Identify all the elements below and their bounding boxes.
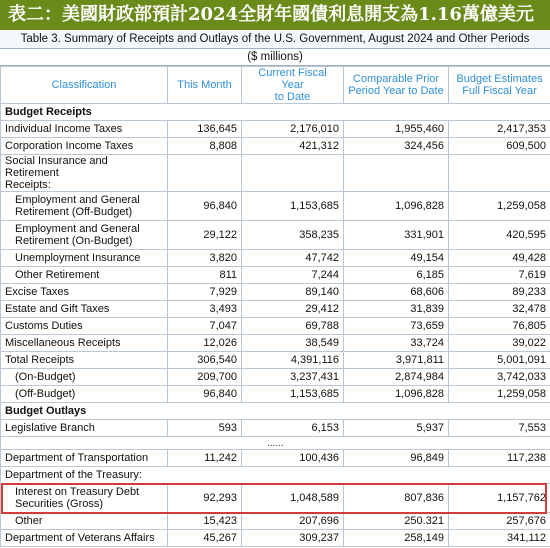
- table-row-highlighted-interest: [1, 484, 550, 513]
- section-label: Budget Outlays: [1, 403, 550, 420]
- cell-this-month: 8,808: [168, 138, 242, 155]
- cell-prior-period: 5,937: [344, 420, 449, 437]
- cell-current-fy: 2,176,010: [242, 121, 344, 138]
- header-budget-estimates: [449, 67, 550, 104]
- header-prior-line1: Comparable Prior: [352, 73, 440, 85]
- cell-budget-estimate: 117,238: [449, 450, 550, 467]
- cell-prior-period: 324,456: [344, 138, 449, 155]
- table-row: [1, 284, 550, 301]
- table-row: [1, 250, 550, 267]
- cell-current-fy: 309,237: [242, 530, 344, 547]
- table-row: [1, 267, 550, 284]
- cell-budget-estimate: 609,500: [449, 138, 550, 155]
- ellipsis-text: ......: [1, 437, 550, 450]
- cell-current-fy: 4,391,116: [242, 352, 344, 369]
- row-label: [1, 221, 168, 250]
- cell-prior-period: 1,096,828: [344, 192, 449, 221]
- row-label-line1: Interest on Treasury Debt: [15, 486, 140, 498]
- table-row: [1, 318, 550, 335]
- cell-this-month: 12,026: [168, 335, 242, 352]
- omitted-rows-ellipsis: [1, 437, 550, 450]
- row-label: Customs Duties: [1, 318, 168, 335]
- cell-this-month: 96,840: [168, 386, 242, 403]
- table-row: [1, 221, 550, 250]
- cell-current-fy: 7,244: [242, 267, 344, 284]
- cell-prior-period: 331,901: [344, 221, 449, 250]
- summary-table: [0, 66, 550, 547]
- cell-current-fy: 1,153,685: [242, 386, 344, 403]
- table-caption: Table 3. Summary of Receipts and Outlays of the U.S. Government, August 2024 and Other Periods: [0, 30, 550, 49]
- cell-prior-period: 96,849: [344, 450, 449, 467]
- cell-current-fy: 207,696: [242, 513, 344, 530]
- cell-budget-estimate: 2,417,353: [449, 121, 550, 138]
- cell-budget-estimate: 1,157,762: [449, 484, 550, 513]
- cell-this-month: 29,122: [168, 221, 242, 250]
- row-label-line2: Retirement (On-Budget): [15, 235, 133, 247]
- cell-budget-estimate: 76,805: [449, 318, 550, 335]
- cell-prior-period: 6,185: [344, 267, 449, 284]
- row-label: Department of the Treasury:: [1, 467, 550, 484]
- cell-current-fy: 38,549: [242, 335, 344, 352]
- header-current-fy-line1: Current Fiscal Year: [258, 67, 327, 91]
- cell-prior-period: 2,874,984: [344, 369, 449, 386]
- row-label-line1: Social Insurance and Retirement: [5, 155, 108, 179]
- row-label: (Off-Budget): [1, 386, 168, 403]
- row-label: Unemployment Insurance: [1, 250, 168, 267]
- header-prior-period: [344, 67, 449, 104]
- cell-current-fy: 421,312: [242, 138, 344, 155]
- table-row: [1, 530, 550, 547]
- row-label: Corporation Income Taxes: [1, 138, 168, 155]
- row-label-line2: Securities (Gross): [15, 498, 104, 510]
- cell-this-month: 15,423: [168, 513, 242, 530]
- table-row: [1, 155, 550, 192]
- table-row: [1, 450, 550, 467]
- cell-current-fy: 1,048,589: [242, 484, 344, 513]
- table-row: [1, 335, 550, 352]
- row-label-line1: Employment and General: [15, 223, 140, 235]
- cell-current-fy: 29,412: [242, 301, 344, 318]
- cell-budget-estimate: 32,478: [449, 301, 550, 318]
- header-this-month: This Month: [168, 67, 242, 104]
- cell-budget-estimate: 257,676: [449, 513, 550, 530]
- cell-current-fy: 89,140: [242, 284, 344, 301]
- cell-budget-estimate: 1,259,058: [449, 192, 550, 221]
- header-budget-line1: Budget Estimates: [456, 73, 543, 85]
- table-units: ($ millions): [0, 49, 550, 66]
- table-row: [1, 192, 550, 221]
- cell-prior-period: 258,149: [344, 530, 449, 547]
- row-label: Estate and Gift Taxes: [1, 301, 168, 318]
- table-row: [1, 352, 550, 369]
- cell-budget-estimate: 89,233: [449, 284, 550, 301]
- row-label-line2: Retirement (Off-Budget): [15, 206, 133, 218]
- header-classification: Classification: [1, 67, 168, 104]
- cell-prior-period: 3,971,811: [344, 352, 449, 369]
- cell-budget-estimate: 420,595: [449, 221, 550, 250]
- row-label: [1, 484, 168, 513]
- cell-this-month: 92,293: [168, 484, 242, 513]
- cell-this-month: 3,493: [168, 301, 242, 318]
- table-row: [1, 138, 550, 155]
- cell-budget-estimate: 3,742,033: [449, 369, 550, 386]
- table-row: [1, 121, 550, 138]
- table-row: [1, 420, 550, 437]
- cell-current-fy: 6,153: [242, 420, 344, 437]
- cell-empty: [242, 155, 344, 192]
- row-label-line1: Employment and General: [15, 194, 140, 206]
- table-row: [1, 386, 550, 403]
- cell-this-month: 45,267: [168, 530, 242, 547]
- cell-this-month: 3,820: [168, 250, 242, 267]
- cell-this-month: 7,929: [168, 284, 242, 301]
- row-label: Legislative Branch: [1, 420, 168, 437]
- cell-budget-estimate: 5,001,091: [449, 352, 550, 369]
- header-current-fy: [242, 67, 344, 104]
- cell-empty: [449, 155, 550, 192]
- row-label: Department of Veterans Affairs: [1, 530, 168, 547]
- header-current-fy-line2: to Date: [274, 91, 311, 103]
- header-prior-line2: Period Year to Date: [348, 85, 444, 97]
- table-row: [1, 467, 550, 484]
- cell-budget-estimate: 7,553: [449, 420, 550, 437]
- cell-this-month: 11,242: [168, 450, 242, 467]
- cell-this-month: 209,700: [168, 369, 242, 386]
- section-label: Budget Receipts: [1, 104, 550, 121]
- row-label: [1, 192, 168, 221]
- row-label: Miscellaneous Receipts: [1, 335, 168, 352]
- cell-prior-period: 33,724: [344, 335, 449, 352]
- cell-current-fy: 47,742: [242, 250, 344, 267]
- cell-empty: [168, 155, 242, 192]
- table-row: [1, 301, 550, 318]
- row-label-line2: Receipts:: [5, 179, 51, 191]
- table-row: [1, 513, 550, 530]
- cell-this-month: 811: [168, 267, 242, 284]
- receipts-outlays-table-sheet: [0, 30, 550, 547]
- cell-prior-period: 1,955,460: [344, 121, 449, 138]
- cell-prior-period: 250.321: [344, 513, 449, 530]
- cell-current-fy: 100,436: [242, 450, 344, 467]
- section-budget-receipts: [1, 104, 550, 121]
- cell-current-fy: 69,788: [242, 318, 344, 335]
- cell-this-month: 593: [168, 420, 242, 437]
- table-header-row: [1, 67, 550, 104]
- row-label: Other: [1, 513, 168, 530]
- cell-prior-period: 73,659: [344, 318, 449, 335]
- cell-budget-estimate: 341,112: [449, 530, 550, 547]
- cell-prior-period: 807,836: [344, 484, 449, 513]
- cell-empty: [344, 155, 449, 192]
- cell-current-fy: 1,153,685: [242, 192, 344, 221]
- cell-budget-estimate: 7,619: [449, 267, 550, 284]
- table-row: [1, 369, 550, 386]
- cell-budget-estimate: 49,428: [449, 250, 550, 267]
- cell-current-fy: 3,237,431: [242, 369, 344, 386]
- row-label: Individual Income Taxes: [1, 121, 168, 138]
- cell-budget-estimate: 1,259,058: [449, 386, 550, 403]
- cell-prior-period: 1,096,828: [344, 386, 449, 403]
- cell-budget-estimate: 39,022: [449, 335, 550, 352]
- cell-this-month: 7,047: [168, 318, 242, 335]
- cell-this-month: 96,840: [168, 192, 242, 221]
- row-label: Other Retirement: [1, 267, 168, 284]
- cell-prior-period: 31,839: [344, 301, 449, 318]
- section-budget-outlays: [1, 403, 550, 420]
- cell-prior-period: 68,606: [344, 284, 449, 301]
- header-budget-line2: Full Fiscal Year: [462, 85, 537, 97]
- page-banner-title: 表二：美國財政部預計2024全財年國債利息開支為1.16萬億美元: [0, 0, 550, 30]
- cell-prior-period: 49,154: [344, 250, 449, 267]
- row-label: Department of Transportation: [1, 450, 168, 467]
- row-label: Excise Taxes: [1, 284, 168, 301]
- row-label: Total Receipts: [1, 352, 168, 369]
- cell-current-fy: 358,235: [242, 221, 344, 250]
- row-label: [1, 155, 168, 192]
- cell-this-month: 136,645: [168, 121, 242, 138]
- row-label: (On-Budget): [1, 369, 168, 386]
- cell-this-month: 306,540: [168, 352, 242, 369]
